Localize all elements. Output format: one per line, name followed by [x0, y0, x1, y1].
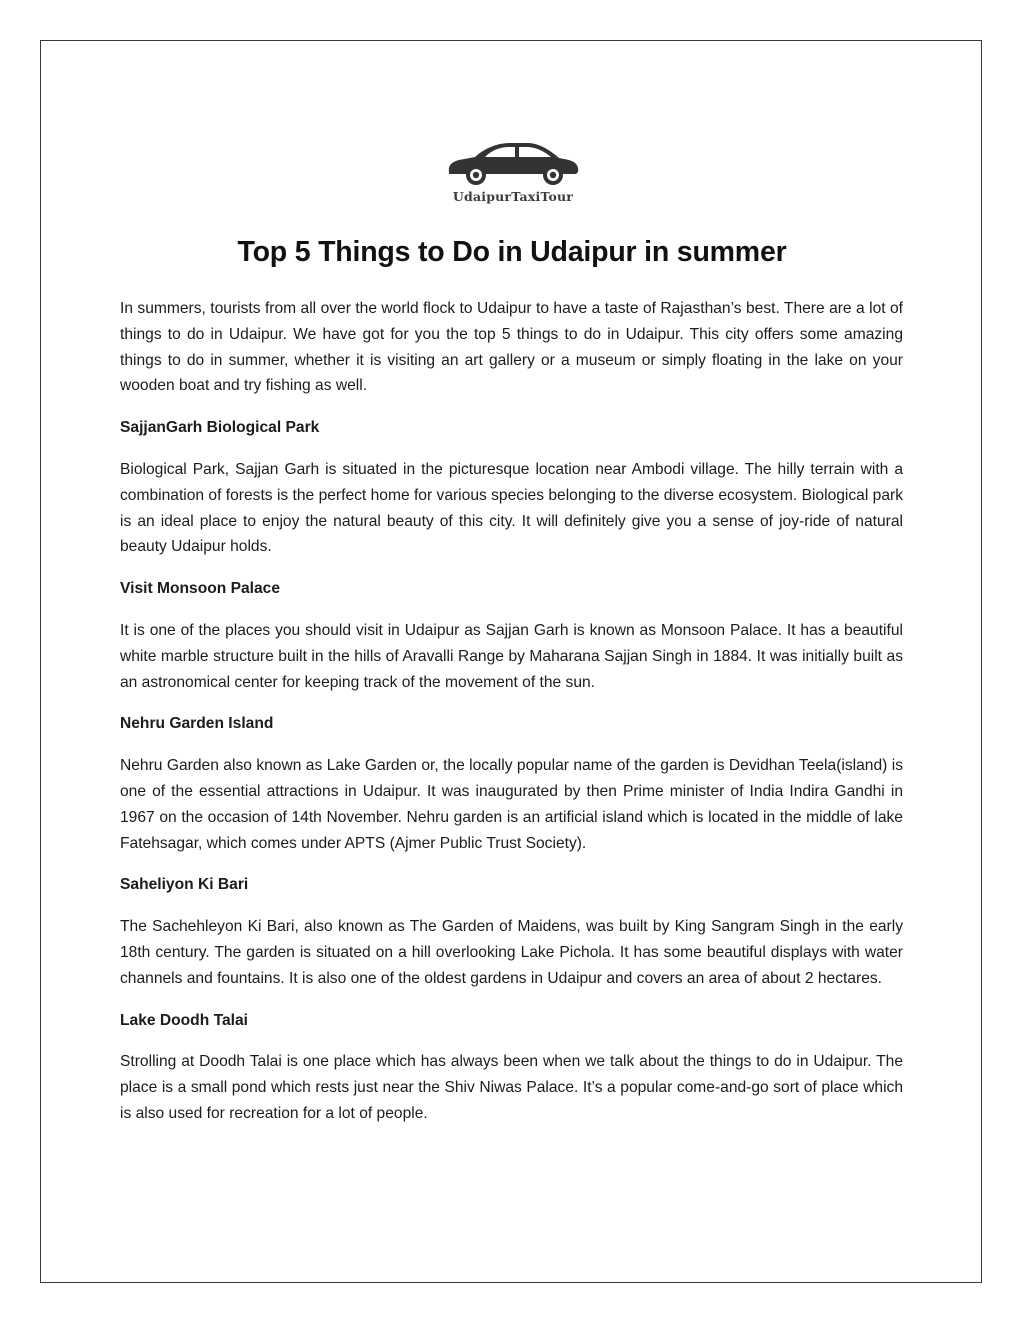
article-content	[120, 296, 903, 1143]
section-heading-nehru-garden: Nehru Garden Island	[120, 715, 274, 733]
logo	[442, 136, 584, 206]
section-body-monsoon-palace: It is one of the places you should visit in Udaipur as Sajjan Garh is known as Monsoon Palace. It has a beautiful white marble structure built in the hills of Aravalli Range by Maharana Sajjan Singh in 1884. It was initially built as an astronomical center for keeping track of the movement of the sun.	[120, 621, 903, 691]
intro-paragraph: In summers, tourists from all over the world flock to Udaipur to have a taste of Rajasthan’s best. There are a lot of things to do in Udaipur. We have got for you the top 5 things to do in Udaipur. This city offers some amazing things to do in summer, whether it is visiting an art gallery or a museum or simply floating in the lake on your wooden boat and try fishing as well.	[120, 300, 903, 395]
section-body-sajjangarh: Biological Park, Sajjan Garh is situated in the picturesque location near Ambodi village. The hilly terrain with a combination of forests is the perfect home for various species belonging to the diverse ecosystem. Biological park is an ideal place to enjoy the natural beauty of this city. It will definitely give you a sense of joy-ride of natural beauty Udaipur holds.	[120, 460, 903, 556]
page-title: Top 5 Things to Do in Udaipur in summer	[237, 236, 787, 268]
section-heading-saheliyon-ki-bari: Saheliyon Ki Bari	[120, 876, 249, 894]
section-heading-sajjangarh: SajjanGarh Biological Park	[120, 419, 320, 437]
section-heading-monsoon-palace: Visit Monsoon Palace	[120, 580, 281, 598]
section-body-saheliyon-ki-bari: The Sachehleyon Ki Bari, also known as The Garden of Maidens, was built by King Sangram Singh in the early 18th century. The garden is situated on a hill overlooking Lake Pichola. It has some beautiful displays with water channels and fountains. It is also one of the oldest gardens in Udaipur and covers an area of about 2 hectares.	[120, 918, 903, 987]
logo-text: UdaipurTaxiTour	[452, 189, 574, 204]
car-icon	[445, 136, 581, 188]
section-heading-doodh-talai: Lake Doodh Talai	[120, 1011, 248, 1029]
section-body-nehru-garden: Nehru Garden also known as Lake Garden or, the locally popular name of the garden is Devidhan Teela(island) is one of the essential attractions in Udaipur. It was inaugurated by then Prime minister of India Indira Gandhi in 1967 on the occasion of 14th November. Nehru garden is an artificial island which is located in the middle of lake Fatehsagar, which comes under APTS (Ajmer Public Trust Society).	[120, 757, 903, 852]
section-body-doodh-talai: Strolling at Doodh Talai is one place which has always been when we talk about the things to do in Udaipur. The place is a small pond which rests just near the Shiv Niwas Palace. It’s a popular come-and-go sort of place which is also used for recreation for a lot of people.	[120, 1053, 903, 1122]
